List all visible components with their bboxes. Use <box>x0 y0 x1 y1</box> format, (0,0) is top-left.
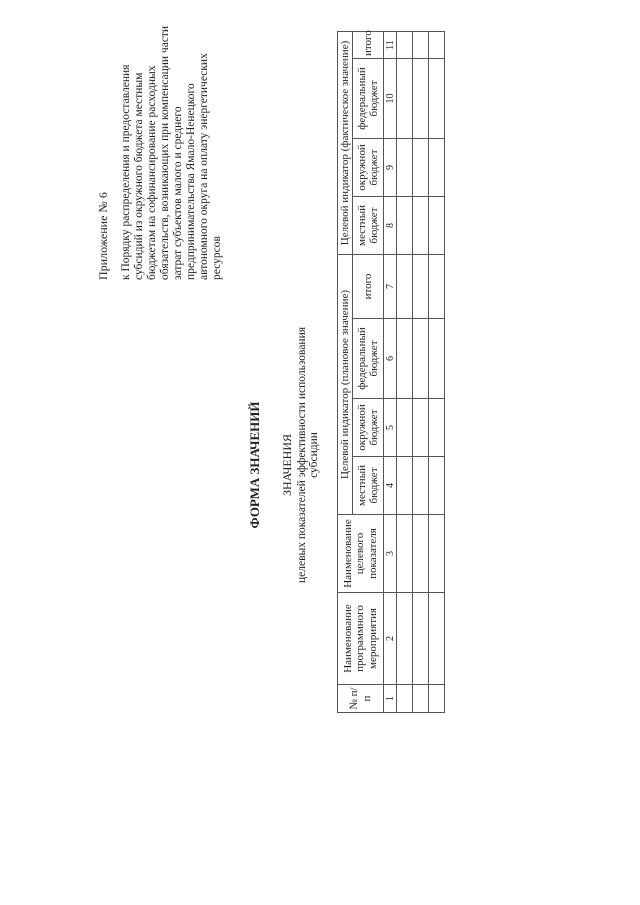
table-cell <box>413 197 429 255</box>
table-cell <box>413 399 429 457</box>
column-number: 11 <box>384 32 397 59</box>
table-cell <box>413 593 429 685</box>
table-cell <box>429 59 445 139</box>
table-cell <box>429 319 445 399</box>
table-row <box>429 32 445 713</box>
table-cell <box>397 593 413 685</box>
header-event-name: Наименование программного мероприятия <box>338 593 384 685</box>
column-number: 4 <box>384 457 397 515</box>
table-cell <box>429 593 445 685</box>
table-cell <box>397 197 413 255</box>
column-number: 6 <box>384 319 397 399</box>
table-row <box>413 32 429 713</box>
table-cell <box>429 685 445 713</box>
appendix-label: Приложение № 6 <box>96 192 110 280</box>
appendix-line: ресурсов <box>210 236 223 280</box>
header-planned-district: окружной бюджет <box>353 399 384 457</box>
table-cell <box>413 685 429 713</box>
table-cell <box>429 515 445 593</box>
column-number: 3 <box>384 515 397 593</box>
column-number: 1 <box>384 685 397 713</box>
header-actual-federal: федеральный бюджет <box>353 59 384 139</box>
form-caption: целевых показателей эффективности использования субсидии <box>296 326 320 584</box>
column-number: 2 <box>384 593 397 685</box>
appendix-line: бюджетам на софинансирование расходных <box>145 65 158 280</box>
table-cell <box>397 515 413 593</box>
header-actual-total: итого <box>353 32 384 59</box>
table-cell <box>429 139 445 197</box>
column-number: 9 <box>384 139 397 197</box>
header-actual-local: местный бюджет <box>353 197 384 255</box>
table-cell <box>397 399 413 457</box>
form-title: ФОРМА ЗНАЧЕНИЙ <box>247 401 262 529</box>
header-planned-group: Целевой индикатор (плановое значение) <box>338 255 353 515</box>
appendix-line: обязательств, возникающих при компенсации части <box>158 25 171 280</box>
table-row <box>397 32 413 713</box>
table-cell <box>429 197 445 255</box>
header-actual-group: Целевой индикатор (фактическое значение) <box>338 32 353 255</box>
column-number: 10 <box>384 59 397 139</box>
header-planned-federal: федеральный бюджет <box>353 319 384 399</box>
table-cell <box>413 319 429 399</box>
table-cell <box>429 32 445 59</box>
header-no: № п/п <box>338 685 384 713</box>
table-cell <box>397 139 413 197</box>
table-cell <box>413 457 429 515</box>
table-cell <box>397 319 413 399</box>
table-cell <box>397 457 413 515</box>
table-cell <box>413 32 429 59</box>
appendix-line: к Порядку распределения и предоставления <box>120 64 132 280</box>
table-cell <box>397 32 413 59</box>
table-cell <box>397 685 413 713</box>
column-number: 8 <box>384 197 397 255</box>
table-cell <box>413 255 429 319</box>
table-cell <box>397 59 413 139</box>
table-cell <box>429 457 445 515</box>
appendix-line: предпринимательства Ямало-Ненецкого <box>184 83 197 280</box>
table-cell <box>429 255 445 319</box>
header-planned-total: итого <box>353 255 384 319</box>
table-cell <box>429 399 445 457</box>
header-indicator-name: Наименование целевого показателя <box>338 515 384 593</box>
column-number-row <box>384 32 397 713</box>
header-actual-district: окружной бюджет <box>353 139 384 197</box>
table-cell <box>397 255 413 319</box>
appendix-line: субсидий из окружного бюджета местным <box>132 72 145 280</box>
appendix-text <box>120 10 224 280</box>
column-number: 7 <box>384 255 397 319</box>
table-cell <box>413 139 429 197</box>
header-planned-local: местный бюджет <box>353 457 384 515</box>
table-cell <box>413 59 429 139</box>
appendix-line: затрат субъектов малого и среднего <box>171 106 184 280</box>
table-cell <box>413 515 429 593</box>
form-subtitle: ЗНАЧЕНИЯ <box>280 434 294 496</box>
values-table <box>337 31 445 713</box>
column-number: 5 <box>384 399 397 457</box>
appendix-line: автономного округа на оплату энергетических <box>197 53 210 280</box>
